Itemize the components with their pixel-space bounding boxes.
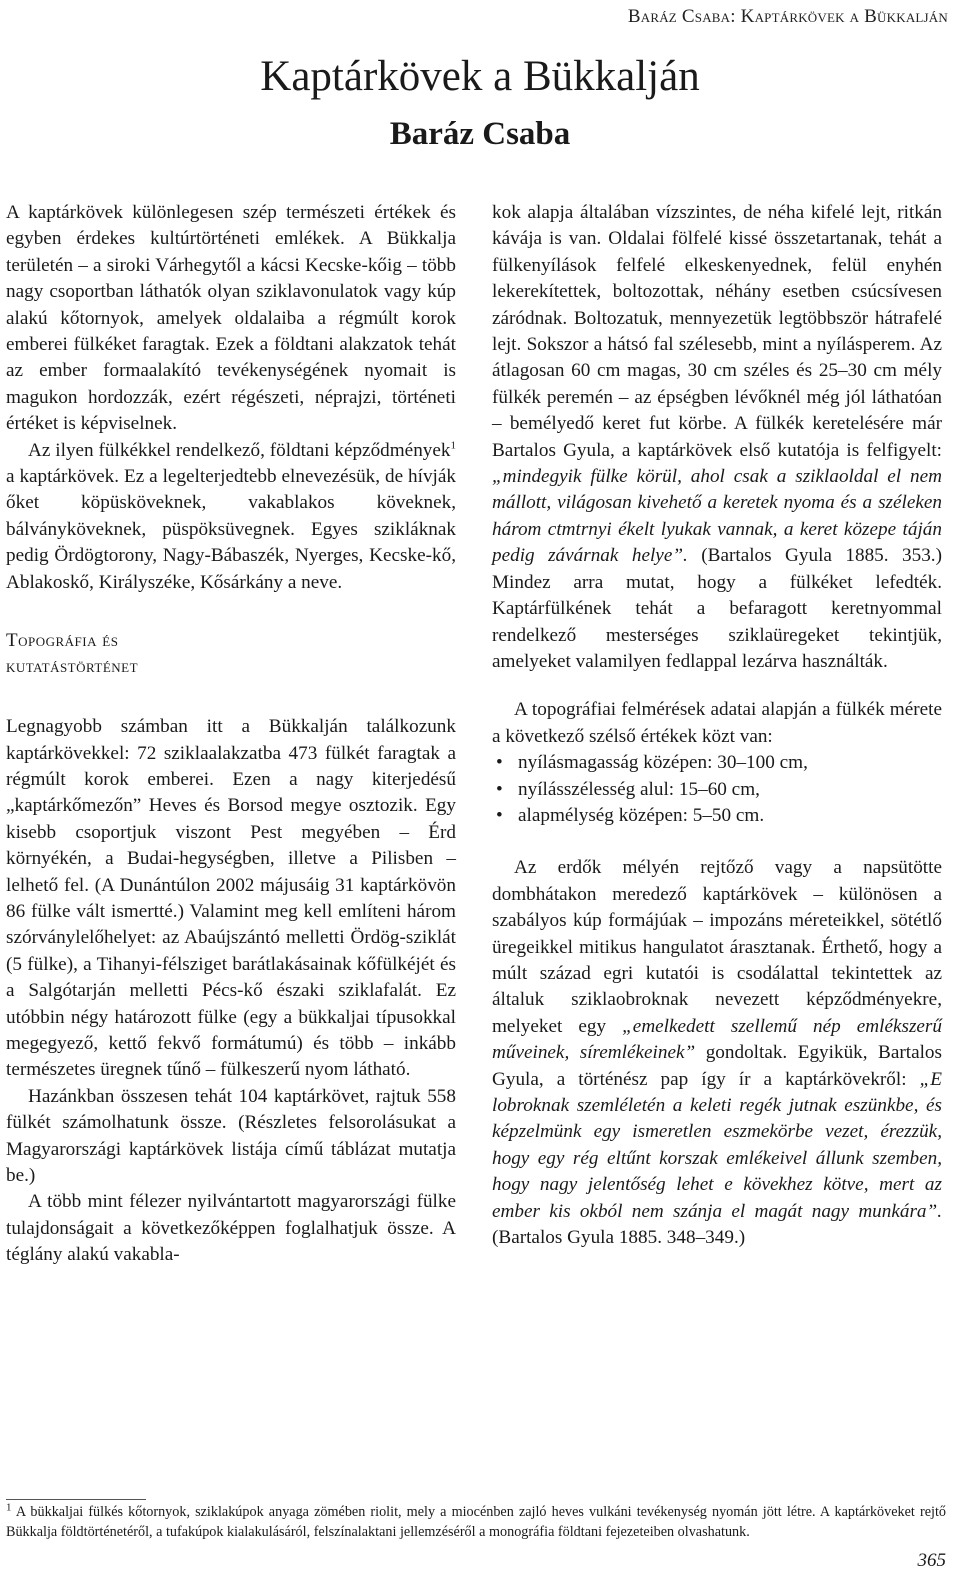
- running-header: Baráz Csaba: Kaptárkövek a Bükkalján: [627, 6, 948, 27]
- list-item-text: alapmélység középen: 5–50 cm.: [518, 804, 765, 826]
- paragraph-names: [6, 438, 456, 596]
- mythic-part-b: gondoltak. Egyikük, Bartalos Gyula, a történész pap így ír a kaptárkövekről:: [492, 1042, 942, 1090]
- paragraph-size-intro: A topográfiai felmérések adatai alapján a fülkék mérete a következő szélső értékek közt van:: [492, 699, 942, 747]
- bullet-icon: •: [496, 752, 503, 774]
- paragraph-niche-shape: [492, 200, 942, 675]
- paragraph-bukkalja-count: Legnagyobb számban itt a Bükkalján találkozunk kaptárkövekkel: 72 sziklaalakzatba 473 fülkét faragtak a régmúlt korok emberei. Ezen a nagy kiterjedésű „kaptárkőmezőn” Heves és Borsod megye osztozik. Egy kisebb csoportjuk viszont Pest megyében – Érd környékén, a Budai-hegységben, illetve a Pilisben – lelhető fel. (A Dunántúlon 2002 májusáig 31 kaptárkövön 86 fülke vált ismertté.) Valamint meg kell említeni három szórványlelőhelyet: az Abaújszántó melletti Ördög-sziklát (5 fülke), a Tihanyi-félsziget barátlakásainak kőfülkéjét és a Salgótarján melletti Pécs-kő északi sziklafalát. Ez utóbbin négy határozott fülke (egy a bükkaljai típusokkal megegyező, kettő fekvő formátumú) és több – inkább természetes üregnek tűnő – fülkeszerű nyom látható.: [6, 716, 456, 1081]
- list-item: [492, 803, 942, 829]
- right-column: [492, 200, 942, 1251]
- article-title: Kaptárkövek a Bükkalján: [260, 53, 700, 100]
- paragraph-intro: A kaptárkövek különlegesen szép természeti értékek és egyben érdekes kultúrtörténeti emlékek. A Bükkalja területén – a siroki Várhegytől a kácsi Kecske-kőig – több nagy csoportban láthatók olyan sziklavonulatok vagy kúp alakú kőtornyok, amelyek oldalaiba a régmúlt korok emberei fülkéket faragtak. Ezek a földtani alakzatok tehát az ember formaalakító tevékenységének nyomait is magukon hordozzák, ezért régészeti, néprajzi, történeti értéket is képviselnek.: [6, 202, 456, 435]
- mythic-part-a: Az erdők mélyén rejtőző vagy a napsütötte dombhátakon meredező kaptárkövek – különösen a szabályos kúp formájúak – impozáns méreteikkel, sötétlő üregeikkel mitikus hangulatot árasztanak. Érthető, hogy a múlt század egri kutatói is csodálattal tekintettek az általuk sziklaobroknak nevezett képződményekre, melyeket egy: [492, 857, 942, 1037]
- paragraph-names-part-b: a kaptárkövek. Ez a legelterjedtebb elnevezésük, de hívják őket köpüsköveknek, vakablakos köveknek, bálványköveknek, püspöksüvegnek. Egyes szikláknak pedig Ördögtorony, Nagy-Bábaszék, Nyerges, Kecske-kő, Ablakoskő, Királyszéke, Kősárkány a neve.: [6, 466, 456, 593]
- paragraph-properties: A több mint félezer nyilvántartott magyarországi fülke tulajdonságait a következőképpen foglalhatjuk össze. A téglány alakú vakabla-: [6, 1191, 456, 1266]
- footnote: [6, 1503, 946, 1542]
- bartalos-quote-2: „E lobroknak szemléletén a keleti regék jutnak eszünkbe, és képzelmünk egy ismeretlen eszmekörbe vezet, érezzük, hogy egy rég eltűnt korszak emlékeivel állunk szemben, hogy nagy jelentőség lehet e kövekhez kötve, mert az ember kis okból nem szánja el magát nagy munkára”.: [492, 1068, 942, 1222]
- quote-monuments: „emelkedett szellemű nép emlékszerű műveinek, síremlékeinek”: [492, 1015, 942, 1064]
- mythic-part-c: (Bartalos Gyula 1885. 348–349.): [492, 1227, 746, 1249]
- list-item: [492, 750, 942, 776]
- paragraph-total: Hazánkban összesen tehát 104 kaptárkövet, rajtuk 558 fülkét számolhatunk össze. (Részletes felsorolásukat a Magyarországi kaptárkövek listája című táblázat mutatja be.): [6, 1085, 456, 1186]
- paragraph-names-part-a: Az ilyen fülkékkel rendelkező, földtani képződmények: [28, 439, 451, 461]
- paragraph-mythic: [492, 855, 942, 1251]
- section-heading-line-1: Topográfia és: [6, 630, 119, 652]
- footnote-text: A bükkaljai fülkés kőtornyok, sziklakúpok anyaga zömében riolit, mely a miocénben zajló heves vulkáni tevékenység nyomán jött létre. A kaptárköveket rejtő Bükkalja földtörténetéről, a tufakúpok kialakulásáról, felszínalaktani jellemzéséről a monográfia földtani fejezeteiben olvashatunk.: [6, 1504, 946, 1540]
- left-column: [6, 200, 456, 1269]
- footnote-marker: 1: [6, 1501, 12, 1514]
- bullet-icon: •: [496, 804, 503, 826]
- list-item-text: nyílásmagasság középen: 30–100 cm,: [518, 752, 808, 774]
- article-author: Baráz Csaba: [389, 116, 571, 152]
- bartalos-quote-1: „mindegyik fülke körül, ahol csak a sziklaoldal el nem mállott, világosan kivehető a keretek nyoma és a széleken három ctmtrnyi ékelt lyukak vannak, a keret közepe táján pedig závárnak helye”.: [492, 466, 942, 567]
- size-list: [492, 750, 942, 829]
- niche-shape-part-a: kok alapja általában vízszintes, de néha kifelé lejt, ritkán kávája is van. Oldalai fölfelé kissé összetartanak, tehát a fülkenyílások felfelé elkeskenyednek, felül enyhén lekerekítettek, boltozottak, néhány esetben csúcsívesen záródnak. Boltozatuk, mennyezetük legtöbbször hátrafelé lejt. Sokszor a hátsó fal szélesebb, mint a nyílásperem. Az átlagosan 60 cm magas, 30 cm széles és 25–30 cm mély fülkék peremén – az épségben lévőknél még jól láthatóan – bemélyedő keret fut körbe. A fülkék keretelésére már Bartalos Gyula, a kaptárkövek első kutatója is felfigyelt:: [492, 202, 942, 461]
- bullet-icon: •: [496, 778, 503, 800]
- niche-shape-part-b: (Bartalos Gyula 1885. 353.) Mindez arra mutat, hogy a fülkéket lefedték. Kaptárfülkének tehát a befaragott keretnyommal rendelkező mesterséges sziklaüregeket tekintjük, amelyeket valamilyen fedlappal lezárva használták.: [492, 545, 942, 672]
- page-number: 365: [917, 1550, 946, 1571]
- footnote-divider: [6, 1499, 146, 1500]
- list-item: [492, 777, 942, 803]
- footnote-ref[interactable]: 1: [450, 439, 456, 452]
- section-heading-line-2: kutatástörténet: [6, 656, 139, 678]
- section-heading-topography: [6, 628, 456, 680]
- list-item-text: nyílásszélesség alul: 15–60 cm,: [518, 778, 760, 800]
